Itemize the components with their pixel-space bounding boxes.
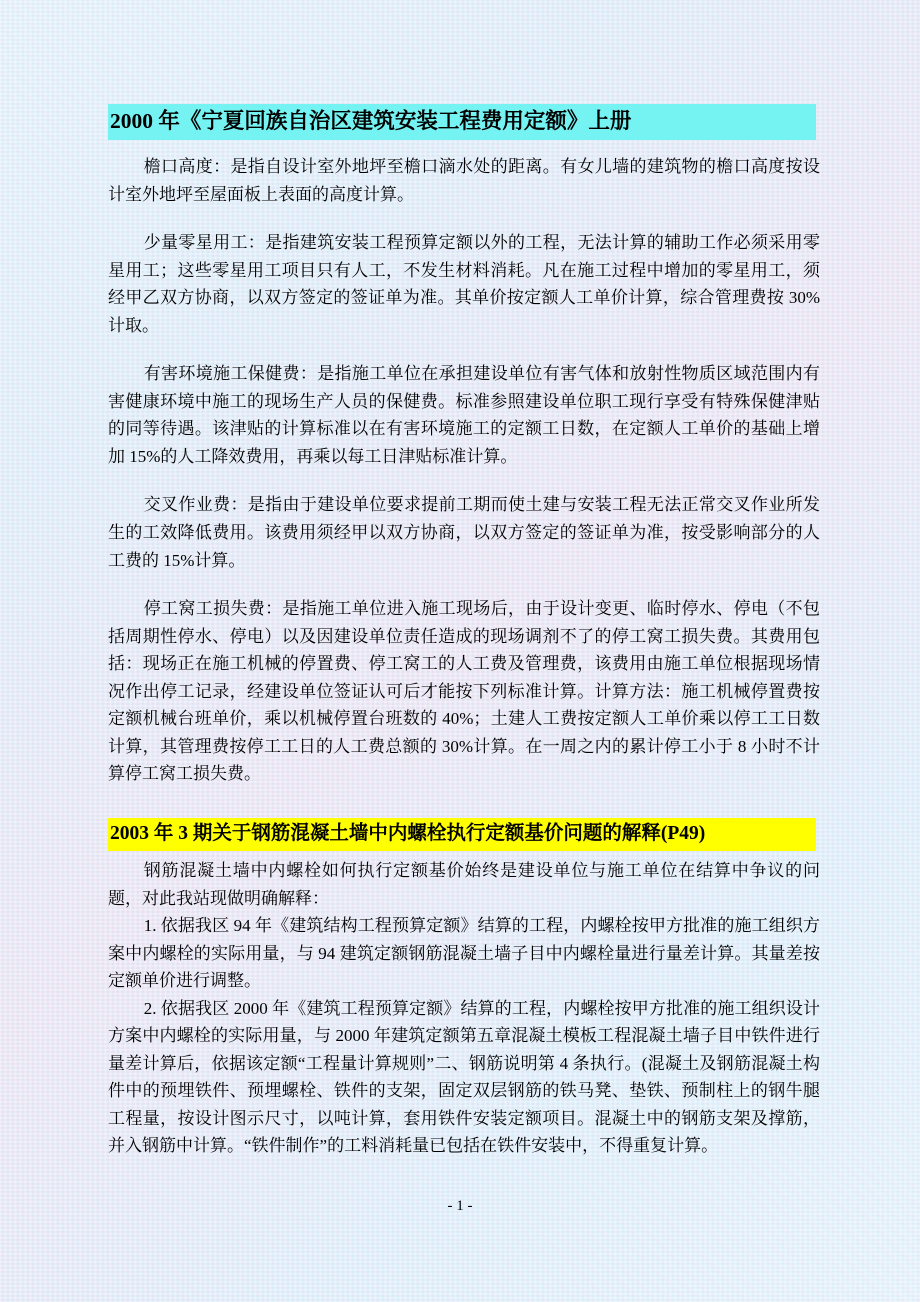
paragraph-text: 钢筋混凝土墙中内螺栓如何执行定额基价始终是建设单位与施工单位在结算中争议的问题，对此我站现做明确解释： (108, 861, 820, 908)
section-heading-2: 2003 年 3 期关于钢筋混凝土墙中内螺栓执行定额基价问题的解释(P49) (108, 818, 816, 851)
paragraph-text: 交叉作业费：是指由于建设单位要求提前工期而使土建与安装工程无法正常交叉作业所发生的工效降低费用。该费用须经甲以双方协商，以双方签定的签证单为准，按受影响部分的人工费的 15%计算。 (108, 495, 820, 570)
paragraph-text: 停工窝工损失费：是指施工单位进入施工现场后，由于设计变更、临时停水、停电（不包括周期性停水、停电）以及因建设单位责任造成的现场调剂不了的停工窝工损失费。其费用包括：现场正在施工机械的停置费、停工窝工的人工费及管理费，该费用由施工单位根据现场情况作出停工记录，经建设单位签证认可后才能按下列标准计算。计算方法：施工机械停置费按定额机械台班单价，乘以机械停置台班数的 40%；土建人工费按定额人工单价乘以停工工日数计算，其管理费按停工工日的人工费总额的 30%计算。在一周之内的累计停工小于 8 小时不计算停工窝工损失费。 (108, 599, 820, 784)
paragraph-text: 少量零星用工：是指建筑安装工程预算定额以外的工程，无法计算的辅助工作必须采用零星用工；这些零星用工项目只有人工，不发生材料消耗。凡在施工过程中增加的零星用工，须经甲乙双方协商，以双方签定的签证单为准。其单价按定额人工单价计算，综合管理费按 30%计取。 (108, 233, 820, 335)
paragraph-shaoliang-lingxing (108, 229, 820, 339)
paragraph-item-1 (108, 912, 820, 995)
document-content (108, 104, 820, 1160)
paragraph-tinggong-wogong (108, 595, 820, 788)
paragraph-text: 2. 依据我区 2000 年《建筑工程预算定额》结算的工程，内螺栓按甲方批准的施工组织设计方案中内螺栓的实际用量，与 2000 年建筑定额第五章混凝土模板工程混凝土墙子目中铁件进行量差计算后，依据该定额“工程量计算规则”二、钢筋说明第 4 条执行。(混凝土及钢筋混凝土构件中的预埋铁件、预埋螺栓、铁件的支架，固定双层钢筋的铁马凳、垫铁、预制柱上的钢牛腿工程量，按设计图示尺寸，以吨计算，套用铁件安装定额项目。混凝土中的钢筋支架及撑筋，并入钢筋中计算。“铁件制作”的工料消耗量已包括在铁件安装中，不得重复计算。 (108, 998, 820, 1156)
paragraph-text: 有害环境施工保健费：是指施工单位在承担建设单位有害气体和放射性物质区域范围内有害健康环境中施工的现场生产人员的保健费。标准参照建设单位职工现行享受有特殊保健津贴的同等待遇。该津贴的计算标准以在有害环境施工的定额工日数，在定额人工单价的基础上增加 15%的人工降效费用，再乘以每工日津贴标准计算。 (108, 364, 820, 466)
paragraph-text: 1. 依据我区 94 年《建筑结构工程预算定额》结算的工程，内螺栓按甲方批准的施工组织方案中内螺栓的实际用量，与 94 建筑定额钢筋混凝土墙子目中内螺栓量进行量差计算。其量差按定额单价进行调整。 (108, 916, 820, 991)
paragraph-yankou-gaodu (108, 153, 820, 208)
paragraph-jiaocha-zuoye (108, 491, 820, 574)
paragraph-text: 檐口高度：是指自设计室外地坪至檐口滴水处的距离。有女儿墙的建筑物的檐口高度按设计室外地坪至屋面板上表面的高度计算。 (108, 157, 820, 204)
paragraph-youhai-huanjing (108, 360, 820, 470)
paragraph-item-2 (108, 995, 820, 1160)
paragraph-jieshi-intro (108, 857, 820, 912)
page-number: - 1 - (447, 1198, 473, 1214)
section-heading-1: 2000 年《宁夏回族自治区建筑安装工程费用定额》上册 (108, 104, 816, 140)
